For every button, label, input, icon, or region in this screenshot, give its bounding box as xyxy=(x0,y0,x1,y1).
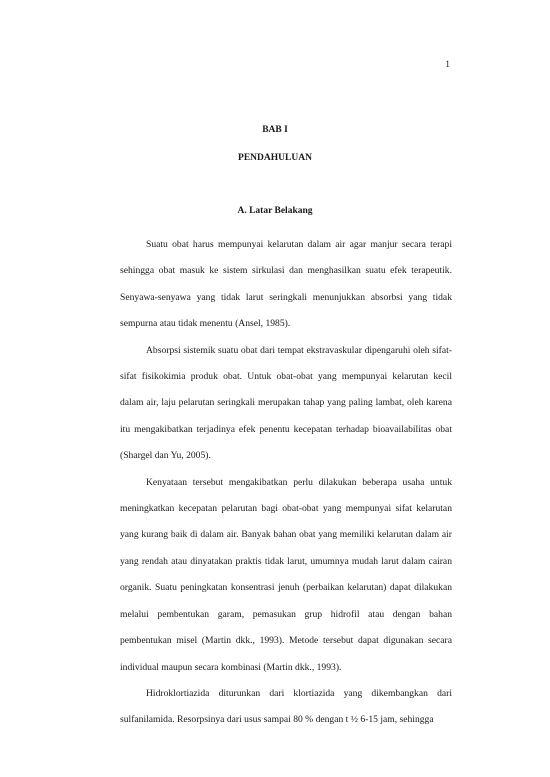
paragraph: Suatu obat harus mempunyai kelarutan dalam air agar manjur secara terapi sehingga obat masuk ke sistem sirkulasi dan menghasilkan suatu efek terapeutik. Senyawa-senyawa yang tidak larut seringkali menunjukkan absorbsi yang tidak sempurna atau tidak menentu (Ansel, 1985). xyxy=(120,239,452,330)
paragraph: Hidroklortiazida diturunkan dari klortiazida yang dikembangkan dari sulfanilamida. Resorpsinya dari usus sampai 80 % dengan t ½ 6-15 jam, sehingga xyxy=(120,687,452,726)
chapter-label: BAB I xyxy=(262,125,288,135)
chapter-title: PENDAHULUAN xyxy=(238,153,312,163)
body-text xyxy=(120,232,452,734)
section-title: A. Latar Belakang xyxy=(237,206,313,216)
paragraph: Absorpsi sistemik suatu obat dari tempat ekstravaskular dipengaruhi oleh sifat-sifat fisikokimia produk obat. Untuk obat-obat yang mempunyai kelarutan kecil dalam air, laju pelarutan seringkali merupakan tahap yang paling lambat, oleh karena itu mengakibatkan terjadinya efek penentu kecepatan terhadap bioavailabilitas obat (Shargel dan Yu, 2005). xyxy=(120,344,452,462)
paragraph: Kenyataan tersebut mengakibatkan perlu dilakukan beberapa usaha untuk meningkatkan kecepatan pelarutan bagi obat-obat yang mempunyai sifat kelarutan yang kurang baik di dalam air. Banyak bahan obat yang memiliki kelarutan dalam air yang rendah atau dinyatakan praktis tidak larut, umumnya mudah larut dalam cairan organik. Suatu peningkatan konsentrasi jenuh (perbaikan kelarutan) dapat dilakukan melalui pembentukan garam, pemasukan grup hidrofil atau dengan bahan pembentukan misel (Martin dkk., 1993). Metode tersebut dapat digunakan secara individual maupun secara kombinasi (Martin dkk., 1993). xyxy=(120,476,452,673)
page-number: 1 xyxy=(445,60,450,70)
